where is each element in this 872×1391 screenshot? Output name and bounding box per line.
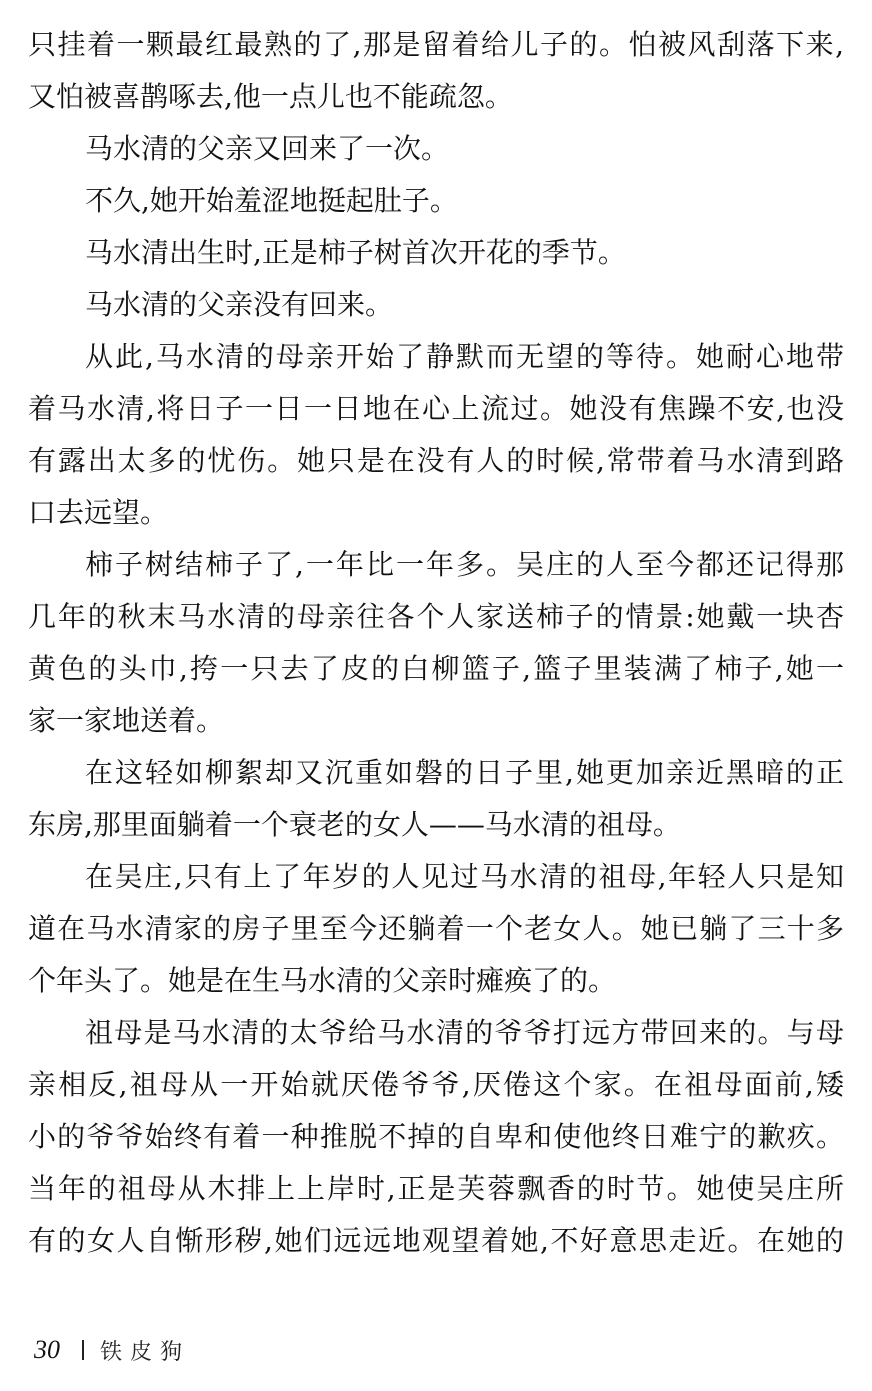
text-line: 小的爷爷始终有着一种推脱不掉的自卑和使他终日难宁的歉疚。 (28, 1120, 844, 1153)
text-line: 不久,她开始羞涩地挺起肚子。 (85, 184, 458, 217)
page-body (28, 19, 844, 1267)
text-line: 东房,那里面躺着一个衰老的女人——马水清的祖母。 (28, 808, 681, 841)
text-line: 在这轻如柳絮却又沉重如磐的日子里,她更加亲近黑暗的正 (85, 756, 844, 789)
text-line: 个年头了。她是在生马水清的父亲时瘫痪了的。 (28, 964, 617, 997)
footer-separator (82, 1340, 84, 1360)
text-line: 马水清的父亲又回来了一次。 (85, 132, 450, 165)
text-line: 从此,马水清的母亲开始了静默而无望的等待。她耐心地带 (85, 340, 844, 373)
text-line: 有露出太多的忧伤。她只是在没有人的时候,常带着马水清到路 (28, 444, 844, 477)
text-line: 口去远望。 (28, 496, 169, 529)
book-title: 铁皮狗 (100, 1339, 191, 1365)
text-line: 亲相反,祖母从一开始就厌倦爷爷,厌倦这个家。在祖母面前,矮 (28, 1068, 844, 1101)
text-line: 当年的祖母从木排上上岸时,正是芙蓉飘香的时节。她使吴庄所 (28, 1172, 844, 1205)
text-line: 马水清出生时,正是柿子树首次开花的季节。 (85, 236, 626, 269)
page-footer (34, 1330, 190, 1370)
text-line: 在吴庄,只有上了年岁的人见过马水清的祖母,年轻人只是知 (85, 860, 844, 893)
text-line: 几年的秋末马水清的母亲往各个人家送柿子的情景:她戴一块杏 (28, 600, 844, 633)
text-line: 又怕被喜鹊啄去,他一点儿也不能疏忽。 (28, 80, 513, 113)
text-line: 黄色的头巾,挎一只去了皮的白柳篮子,篮子里装满了柿子,她一 (28, 652, 844, 685)
text-line: 道在马水清家的房子里至今还躺着一个老女人。她已躺了三十多 (28, 912, 844, 945)
text-line: 柿子树结柿子了,一年比一年多。吴庄的人至今都还记得那 (85, 548, 844, 581)
text-line: 家一家地送着。 (28, 704, 225, 737)
page-number: 30 (34, 1335, 60, 1364)
text-line: 祖母是马水清的太爷给马水清的爷爷打远方带回来的。与母 (85, 1016, 844, 1049)
text-line: 马水清的父亲没有回来。 (85, 288, 394, 321)
text-line: 只挂着一颗最红最熟的了,那是留着给儿子的。怕被风刮落下来, (28, 28, 844, 61)
text-line: 着马水清,将日子一日一日地在心上流过。她没有焦躁不安,也没 (28, 392, 844, 425)
text-line: 有的女人自惭形秽,她们远远地观望着她,不好意思走近。在她的 (28, 1224, 844, 1257)
